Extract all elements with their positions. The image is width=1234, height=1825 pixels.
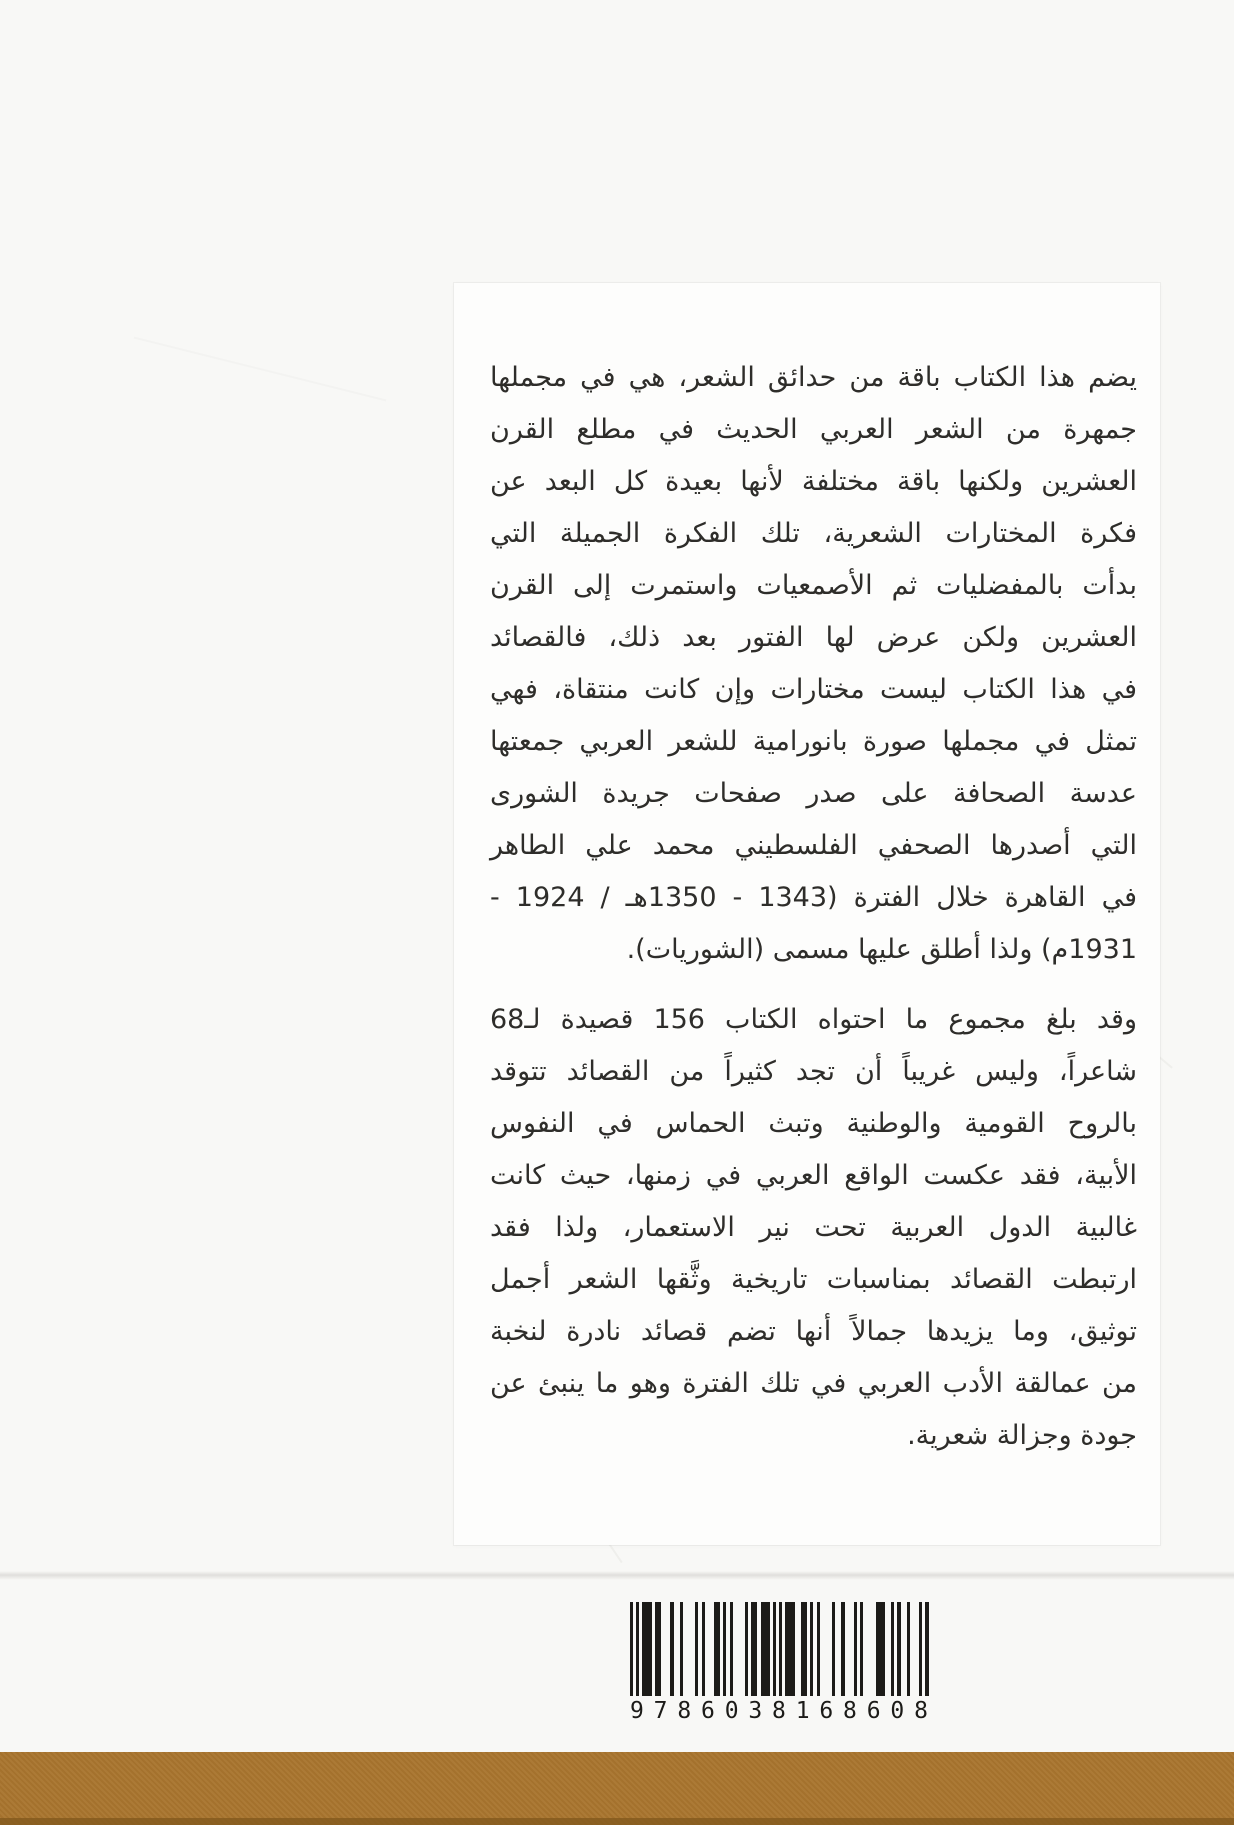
- text-line: جودة وجزالة شعرية.: [907, 1420, 1137, 1451]
- barcode: [630, 1602, 928, 1724]
- text-line: بدأت بالمفضليات ثم الأصمعيات واستمرت إلى القرن: [490, 570, 1137, 601]
- text-line: بالروح القومية والوطنية وتبث الحماس في النفوس: [490, 1108, 1137, 1139]
- text-line: تمثل في مجملها صورة بانورامية للشعر العربي جمعتها: [490, 726, 1137, 757]
- isbn-digit: 6: [866, 1698, 881, 1724]
- isbn-digit: 7: [653, 1698, 668, 1724]
- bottom-stripe: [0, 1752, 1234, 1825]
- isbn-digit: 8: [843, 1698, 857, 1724]
- isbn-digit: 8: [772, 1698, 786, 1724]
- text-line: شاعراً، وليس غريباً أن تجد كثيراً من القصائد تتوقد: [490, 1056, 1137, 1087]
- text-line: يضم هذا الكتاب باقة من حدائق الشعر، هي في مجملها: [490, 362, 1137, 393]
- text-line: توثيق، وما يزيدها جمالاً أنها تضم قصائد نادرة لنخبة: [490, 1316, 1137, 1347]
- barcode-bar: [925, 1602, 928, 1696]
- isbn-digit: 6: [819, 1698, 834, 1724]
- barcode-bars: [630, 1602, 928, 1696]
- isbn-digit: 0: [724, 1698, 739, 1724]
- isbn-digit: 8: [677, 1698, 692, 1724]
- paper-crease: [134, 337, 387, 402]
- text-line: في هذا الكتاب ليست مختارات وإن كانت منتقاة، فهي: [490, 674, 1137, 705]
- blurb-paragraph-1: [490, 352, 1137, 976]
- text-line: العشرين ولكن عرض لها الفتور بعد ذلك، فالقصائد: [490, 622, 1137, 653]
- isbn-digit: 0: [890, 1698, 905, 1724]
- text-line: الأبية، فقد عكست الواقع العربي في زمنها، حيث كانت: [490, 1160, 1137, 1191]
- text-line: من عمالقة الأدب العربي في تلك الفترة وهو ما ينبئ عن: [490, 1368, 1137, 1399]
- stripe-dark-edge: [0, 1818, 1234, 1825]
- text-line: العشرين ولكنها باقة مختلفة لأنها بعيدة كل البعد عن: [490, 466, 1137, 497]
- text-line: غالبية الدول العربية تحت نير الاستعمار، ولذا فقد: [490, 1212, 1137, 1243]
- text-line: التي أصدرها الصحفي الفلسطيني محمد علي الطاهر: [490, 830, 1137, 861]
- text-line: جمهرة من الشعر العربي الحديث في مطلع القرن: [490, 414, 1137, 445]
- blurb-paragraph-2: [490, 994, 1137, 1462]
- text-line: عدسة الصحافة على صدر صفحات جريدة الشورى: [490, 778, 1137, 809]
- isbn-digits: [630, 1699, 928, 1723]
- isbn-digit: 6: [701, 1698, 715, 1724]
- paper-fold-shadow: [0, 1571, 1234, 1580]
- text-line: وقد بلغ مجموع ما احتواه الكتاب 156 قصيدة لـ68: [490, 1004, 1137, 1035]
- text-line: 1931م) ولذا أطلق عليها مسمى (الشوريات).: [626, 934, 1137, 965]
- isbn-digit: 8: [914, 1698, 928, 1724]
- text-line: ارتبطت القصائد بمناسبات تاريخية وثَّقها الشعر أجمل: [490, 1264, 1137, 1295]
- isbn-digit: 3: [748, 1698, 763, 1724]
- text-line: فكرة المختارات الشعرية، تلك الفكرة الجميلة التي: [490, 518, 1137, 549]
- blurb-panel: [454, 283, 1160, 1545]
- text-line: في القاهرة خلال الفترة (1343 - 1350هـ / 1924 -: [490, 882, 1137, 913]
- isbn-digit: 9: [630, 1698, 644, 1724]
- isbn-digit: 1: [795, 1698, 810, 1724]
